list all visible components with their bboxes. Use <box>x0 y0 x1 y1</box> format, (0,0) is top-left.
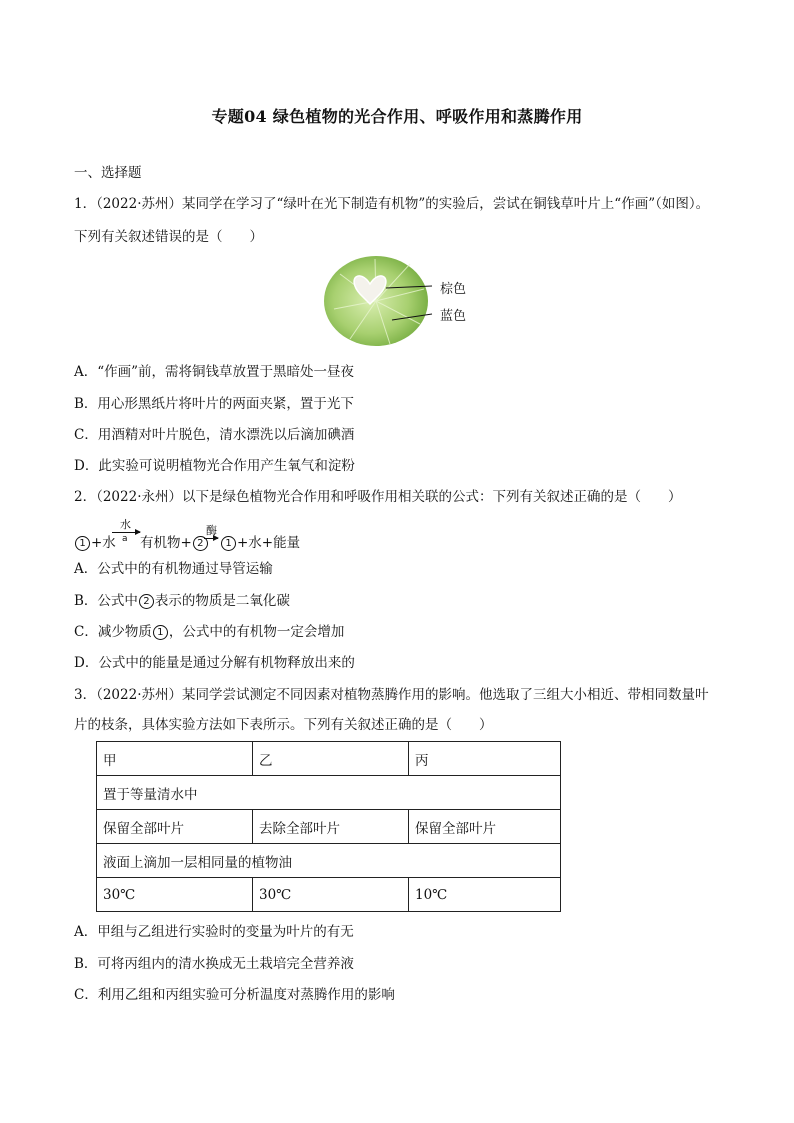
q2-option-c <box>74 622 344 642</box>
table-cell: 去除全部叶片 <box>253 810 409 844</box>
circled-2: 2 <box>193 536 208 551</box>
table-cell: 30℃ <box>97 878 253 912</box>
q2-stem: 2．（2022·永州）以下是绿色植物光合作用和呼吸作用相关联的公式：下列有关叙述正确的是（ ） <box>74 489 682 505</box>
q2-option-b <box>74 591 290 611</box>
q2-b-prefix: B．公式中 <box>74 593 138 609</box>
table-row <box>97 810 561 844</box>
table-cell: 甲 <box>97 742 253 776</box>
table-row <box>97 878 561 912</box>
formula-water: +水 <box>91 535 116 551</box>
page-title: 专题04 绿色植物的光合作用、呼吸作用和蒸腾作用 <box>211 107 583 126</box>
circled-1b: 1 <box>221 536 236 551</box>
q2-formula <box>74 516 374 556</box>
q1-option-c: C．用酒精对叶片脱色，清水漂洗以后滴加碘酒 <box>74 427 355 443</box>
reaction-arrow-2 <box>204 538 218 539</box>
circled-2b: 2 <box>139 594 154 609</box>
table-cell: 保留全部叶片 <box>97 810 253 844</box>
q2-b-suffix: 表示的物质是二氧化碳 <box>154 593 290 609</box>
q1-option-a: A．“作画”前，需将铜钱草放置于黑暗处一昼夜 <box>74 364 355 380</box>
label-blue: 蓝色 <box>440 309 467 324</box>
q3-option-b: B．可将丙组内的清水换成无土栽培完全营养液 <box>74 956 354 972</box>
formula-products: +水+能量 <box>237 535 301 551</box>
leaf-figure <box>320 254 480 350</box>
table-cell: 30℃ <box>253 878 409 912</box>
q1-stem-line1: 1．（2022·苏州）某同学在学习了“绿叶在光下制造有机物”的实验后，尝试在铜钱草叶片上“作画”（如图）。 <box>74 196 710 212</box>
q3-option-c: C．利用乙组和丙组实验可分析温度对蒸腾作用的影响 <box>74 987 395 1003</box>
q2-c-suffix: ，公式中的有机物一定会增加 <box>168 624 345 640</box>
table-cell: 乙 <box>253 742 409 776</box>
section-heading: 一、选择题 <box>74 165 142 181</box>
table-row <box>97 844 561 878</box>
q1-option-d: D．此实验可说明植物光合作用产生氧气和淀粉 <box>74 458 355 474</box>
label-brown: 棕色 <box>440 282 467 297</box>
q2-c-prefix: C．减少物质 <box>74 624 152 640</box>
arrow-top-label: 水 <box>120 518 131 531</box>
table-cell: 液面上滴加一层相同量的植物油 <box>97 844 561 878</box>
table-cell: 置于等量清水中 <box>97 776 561 810</box>
leaf-drawing <box>320 254 480 350</box>
arrow-bottom-label: a <box>122 534 128 544</box>
q3-stem-line2: 片的枝条，具体实验方法如下表所示。下列有关叙述正确的是（ ） <box>74 717 493 733</box>
q1-option-b: B．用心形黑纸片将叶片的两面夹紧，置于光下 <box>74 396 354 412</box>
q2-option-a: A．公式中的有机物通过导管运输 <box>74 561 273 577</box>
arrow2-top-label: 酶 <box>206 524 217 537</box>
q2-option-d: D．公式中的能量是通过分解有机物释放出来的 <box>74 655 355 671</box>
table-row <box>97 742 561 776</box>
table-cell: 10℃ <box>409 878 561 912</box>
circled-1: 1 <box>75 536 90 551</box>
experiment-table <box>96 741 561 912</box>
circled-1c: 1 <box>153 625 168 640</box>
reaction-arrow-1 <box>112 532 140 533</box>
table-cell: 保留全部叶片 <box>409 810 561 844</box>
q3-option-a: A．甲组与乙组进行实验时的变量为叶片的有无 <box>74 924 354 940</box>
formula-organic: 有机物+ <box>140 535 192 551</box>
table-cell: 丙 <box>409 742 561 776</box>
table-row <box>97 776 561 810</box>
q1-stem-line2: 下列有关叙述错误的是（ ） <box>74 229 263 245</box>
q3-stem-line1: 3．（2022·苏州）某同学尝试测定不同因素对植物蒸腾作用的影响。他选取了三组大小相近、带相同数量叶 <box>74 687 709 703</box>
